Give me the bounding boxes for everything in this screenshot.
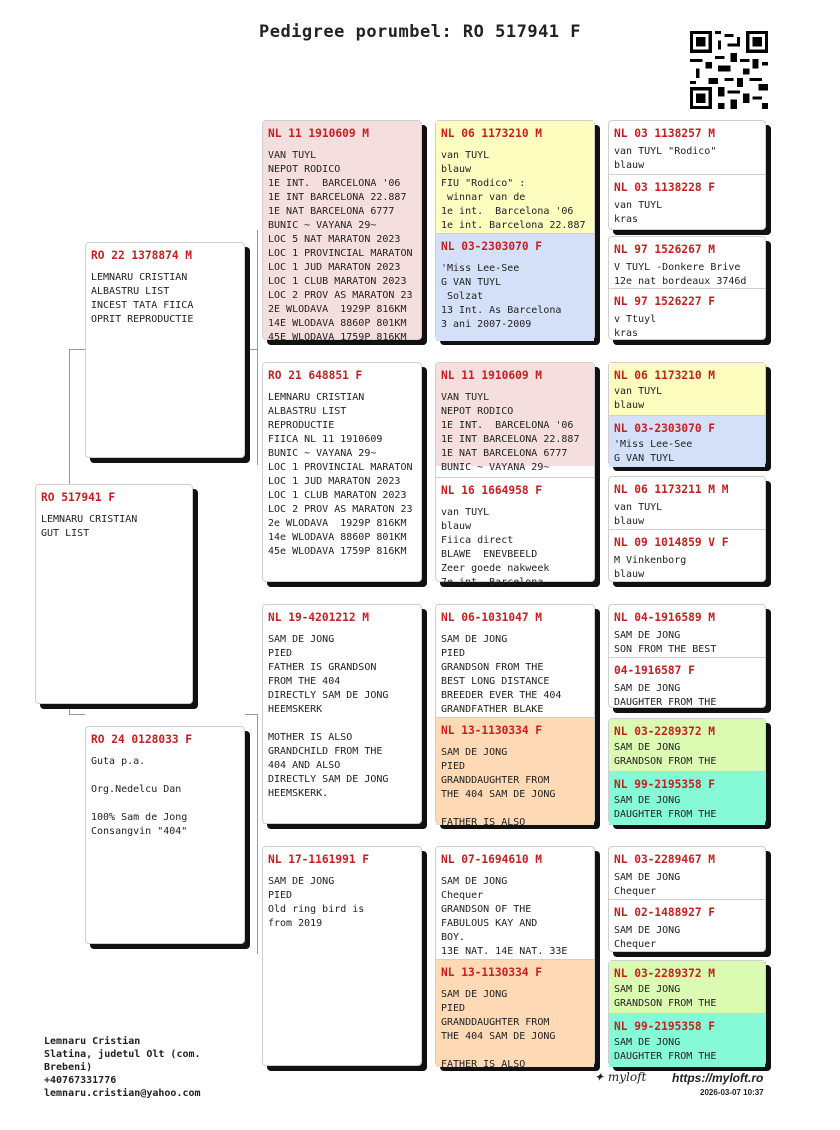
detail-line: REPRODUCTIE: [268, 420, 335, 431]
detail-line: VAN TUYL: [268, 150, 317, 161]
bird-details: [614, 983, 759, 1011]
detail-line: DAUGHTER FROM THE: [614, 809, 717, 820]
ancestor-ddd[interactable]: [436, 959, 594, 1070]
bird-details: [614, 261, 759, 289]
ancestor-sdd[interactable]: [436, 477, 594, 588]
detail-line: Zeer goede nakweek: [441, 563, 550, 574]
ancestor-sdss[interactable]: [609, 363, 765, 415]
ring-number: NL 06 1173211 M M: [614, 483, 729, 496]
subject-card[interactable]: [35, 484, 193, 704]
ancestor-sss[interactable]: [436, 121, 594, 233]
ancestor-ddds[interactable]: [609, 961, 765, 1013]
ggg-dds-card[interactable]: [608, 846, 766, 952]
detail-line: Org.Nedelcu Dan: [91, 784, 182, 795]
detail-line: G VAN TUYL: [441, 277, 502, 288]
ring-number: NL 99-2195358 F: [614, 1020, 716, 1033]
detail-line: 2e WLODAVA 1929P 816KM: [268, 518, 407, 529]
detail-line: kras: [614, 214, 639, 225]
detail-line: M Vinkenborg: [614, 555, 687, 566]
ancestor-sddd[interactable]: [609, 529, 765, 583]
ggg-ddd-card[interactable]: [608, 960, 766, 1066]
detail-line: LOC 5 NAT MARATON 2023: [268, 234, 401, 245]
ancestor-dddd[interactable]: [609, 1013, 765, 1067]
pigeon-icon: ✦: [594, 1070, 605, 1084]
detail-line: G VAN TUYL: [614, 453, 675, 464]
detail-line: v Ttuyl: [614, 314, 657, 325]
bird-details: [614, 1036, 759, 1064]
detail-line: Guta p.a.: [91, 756, 146, 767]
detail-line: Chequer: [441, 890, 484, 901]
bird-details: [41, 513, 186, 541]
ring-number: NL 19-4201212 M: [268, 611, 370, 624]
ring-number: RO 22 1378874 M: [91, 249, 193, 262]
detail-line: 45e WLODAVA 1759P 816KM: [268, 546, 407, 557]
detail-line: Chequer: [614, 939, 657, 950]
detail-line: SAM DE JONG: [614, 630, 681, 641]
ring-number: NL 03-2303070 F: [441, 240, 543, 253]
detail-line: FIU "Rodico" :: [441, 178, 526, 189]
qr-code-icon: [690, 31, 768, 109]
detail-line: LOC 1 JUD MARATON 2023: [268, 476, 401, 487]
ring-number: NL 07-1694610 M: [441, 853, 543, 866]
detail-line: ALBASTRU LIST: [91, 286, 170, 297]
ggg-dd-card[interactable]: [608, 476, 766, 582]
detail-line: LOC 1 PROVINCIAL MARATON: [268, 462, 413, 473]
website-link[interactable]: https://myloft.ro: [672, 1071, 764, 1085]
detail-line: THE 404 SAM DE JONG: [441, 789, 556, 800]
detail-line: GRANDDAUGHTER FROM: [441, 775, 550, 786]
detail-line: PIED: [441, 761, 466, 772]
ancestor-sssd[interactable]: [609, 174, 765, 231]
bird-details: [614, 741, 759, 769]
ancestor-sdsd[interactable]: [609, 415, 765, 467]
dam-dam-card[interactable]: [262, 846, 422, 1066]
detail-line: 1e int. Barcelona 22.887: [441, 220, 586, 231]
detail-line: Consangvin "404": [91, 826, 188, 837]
ring-number: NL 03 1138228 F: [614, 181, 716, 194]
bird-details: [614, 313, 759, 341]
detail-line: 14E WLODAVA 8860P 801KM: [268, 318, 407, 329]
detail-line: FIICA NL 11 1910609: [268, 434, 383, 445]
ring-number: NL 11 1910609 M: [268, 127, 370, 140]
ring-number: NL 06-1031047 M: [441, 611, 543, 624]
detail-line: LOC 1 JUD MARATON 2023: [268, 262, 401, 273]
detail-line: BREEDER EVER THE 404: [441, 690, 562, 701]
detail-line: BUNIC ~ VAYANA 29~: [441, 462, 550, 473]
ancestor-ssd[interactable]: [436, 233, 594, 341]
bird-details: [441, 391, 588, 475]
detail-line: SAM DE JONG: [614, 742, 681, 753]
ggg-dsd-card[interactable]: [608, 718, 766, 824]
detail-line: from 2019: [268, 918, 323, 929]
ancestor-ssds[interactable]: [609, 237, 765, 288]
ring-number: NL 09 1014859 V F: [614, 536, 729, 549]
ring-number: NL 16 1664958 F: [441, 484, 543, 497]
ancestor-dsd[interactable]: [436, 717, 594, 828]
logo-text: myloft: [607, 1070, 647, 1084]
ggg-ss-card[interactable]: [608, 120, 766, 230]
bird-details: [614, 385, 759, 413]
detail-line: 1e int. Barcelona '06: [441, 206, 574, 217]
detail-line: 13 Int. As Barcelona: [441, 305, 562, 316]
dam-card[interactable]: [85, 726, 245, 944]
bird-details: [614, 199, 759, 227]
detail-line: DIRECTLY SAM DE JONG: [268, 690, 389, 701]
detail-line: ALBASTRU LIST: [268, 406, 347, 417]
detail-line: 1E NAT BARCELONA 6777: [268, 206, 395, 217]
detail-line: blauw: [441, 521, 472, 532]
ancestor-sds[interactable]: [436, 363, 594, 473]
detail-line: blauw: [614, 400, 645, 411]
bird-details: [614, 924, 759, 952]
detail-line: LEMNARU CRISTIAN: [41, 514, 138, 525]
detail-line: SAM DE JONG: [614, 925, 681, 936]
detail-line: MOTHER IS ALSO: [268, 732, 353, 743]
ancestor-dssd[interactable]: [609, 657, 765, 709]
detail-line: LEMNARU CRISTIAN: [268, 392, 365, 403]
detail-line: FATHER IS ALSO: [441, 1059, 526, 1070]
detail-line: HEEMSKERK: [268, 704, 323, 715]
detail-line: BUNIC ~ VAYANA 29~: [268, 220, 377, 231]
ancestor-dsss[interactable]: [609, 605, 765, 657]
bird-details: [441, 746, 588, 830]
great-grandparents-sire-sire[interactable]: [435, 120, 595, 340]
detail-line: LOC 1 PROVINCIAL MARATON: [268, 248, 413, 259]
detail-line: GRANDCHILD FROM THE: [268, 746, 383, 757]
detail-line: SAM DE JONG: [441, 634, 508, 645]
detail-line: 1E INT. BARCELONA '06: [268, 178, 401, 189]
detail-line: blauw: [614, 569, 645, 580]
sire-sire-card[interactable]: [262, 120, 422, 343]
detail-line: Fiica direct: [441, 535, 514, 546]
detail-line: PIED: [268, 648, 293, 659]
detail-line: GRANDSON FROM THE: [614, 756, 717, 767]
bird-details: [91, 755, 238, 839]
bird-details: [268, 149, 415, 345]
detail-line: FATHER IS ALSO: [441, 817, 526, 828]
ring-number: 04-1916587 F: [614, 664, 695, 677]
detail-line: GRANDDAUGHTER FROM: [441, 1017, 550, 1028]
contact-line: +40767331776: [44, 1075, 117, 1086]
detail-line: DIRECTLY SAM DE JONG: [268, 774, 389, 785]
detail-line: V TUYL -Donkere Brive: [614, 262, 741, 273]
detail-line: DAUGHTER FROM THE: [614, 1051, 717, 1062]
bird-details: [614, 438, 759, 466]
dam-sire-card[interactable]: [262, 604, 422, 824]
email-link[interactable]: lemnaru.cristian@yahoo.com: [44, 1088, 201, 1099]
myloft-logo: [594, 1070, 646, 1084]
detail-line: BLAWE ENEVBEELD: [441, 549, 538, 560]
detail-line: NEPOT RODICO: [441, 406, 514, 417]
detail-line: 'Miss Lee-See: [441, 263, 520, 274]
detail-line: van TUYL "Rodico": [614, 146, 717, 157]
ring-number: NL 13-1130334 F: [441, 724, 543, 737]
ring-number: NL 03-2289372 M: [614, 725, 716, 738]
detail-line: NEPOT RODICO: [268, 164, 341, 175]
bird-details: [441, 875, 588, 959]
detail-line: van TUYL: [614, 386, 663, 397]
ancestor-ddsd[interactable]: [609, 899, 765, 953]
detail-line: BEST LONG DISTANCE: [441, 676, 550, 687]
ring-number: RO 24 0128033 F: [91, 733, 193, 746]
detail-line: van TUYL: [614, 502, 663, 513]
breeder-contact: [44, 1035, 201, 1100]
detail-line: OPRIT REPRODUCTIE: [91, 314, 194, 325]
ring-number: NL 06 1173210 M: [614, 369, 716, 382]
detail-line: blauw: [614, 160, 645, 171]
detail-line: [91, 769, 238, 783]
detail-line: SAM DE JONG: [614, 795, 681, 806]
detail-line: blauw: [441, 164, 472, 175]
great-grandparents-sire-dam[interactable]: [435, 362, 595, 588]
bird-details: [614, 145, 759, 173]
detail-line: 7e int. Barcelona: [441, 577, 544, 588]
sire-dam-card[interactable]: [262, 362, 422, 582]
contact-line: Slatina, judetul Olt (com.: [44, 1049, 201, 1060]
detail-line: LOC 1 CLUB MARATON 2023: [268, 490, 407, 501]
bird-details: [614, 794, 759, 822]
detail-line: 1E INT BARCELONA 22.887: [268, 192, 407, 203]
ring-number: NL 99-2195358 F: [614, 778, 716, 791]
ancestor-ssdd[interactable]: [609, 288, 765, 341]
ancestor-dds[interactable]: [436, 847, 594, 957]
bird-details: [614, 554, 759, 582]
detail-line: HEEMSKERK.: [268, 788, 329, 799]
detail-line: [268, 717, 415, 731]
detail-line: PIED: [268, 890, 293, 901]
detail-line: van TUYL: [614, 200, 663, 211]
ring-number: RO 21 648851 F: [268, 369, 363, 382]
bird-details: [441, 149, 588, 233]
ancestor-dss[interactable]: [436, 605, 594, 715]
detail-line: FROM THE 404: [268, 676, 341, 687]
detail-line: [91, 797, 238, 811]
detail-line: 45E WLODAVA 1759P 816KM: [268, 332, 407, 343]
detail-line: GRANDSON OF THE: [441, 904, 532, 915]
ring-number: NL 03-2289467 M: [614, 853, 716, 866]
detail-line: SAM DE JONG: [614, 872, 681, 883]
bird-details: [614, 501, 759, 529]
ancestor-ssss[interactable]: [609, 121, 765, 174]
page-title: Pedigree porumbel: RO 517941 F: [258, 22, 582, 42]
ring-number: NL 04-1916589 M: [614, 611, 716, 624]
detail-line: 3 ani 2007-2009: [441, 319, 532, 330]
bird-details: [268, 633, 415, 801]
ancestor-sdds[interactable]: [609, 477, 765, 529]
detail-line: SAM DE JONG: [441, 989, 508, 1000]
detail-line: FABULOUS KAY AND: [441, 918, 538, 929]
detail-line: PIED: [441, 1003, 466, 1014]
detail-line: blauw: [614, 516, 645, 527]
bird-details: [441, 988, 588, 1072]
ancestor-dsds[interactable]: [609, 719, 765, 771]
detail-line: Old ring bird is: [268, 904, 365, 915]
detail-line: [441, 1044, 588, 1058]
bird-details: [268, 391, 415, 559]
bird-details: [268, 875, 415, 931]
ring-number: NL 02-1488927 F: [614, 906, 716, 919]
detail-line: kras: [614, 328, 639, 339]
ring-number: NL 13-1130334 F: [441, 966, 543, 979]
detail-line: 2E WLODAVA 1929P 816KM: [268, 304, 407, 315]
detail-line: GRANDFATHER BLAKE: [441, 704, 544, 715]
detail-line: 100% Sam de Jong: [91, 812, 188, 823]
ggg-dss-card[interactable]: [608, 604, 766, 708]
bird-details: [614, 682, 759, 710]
bird-details: [441, 633, 588, 717]
detail-line: GRANDSON FROM THE: [614, 998, 717, 1009]
detail-line: SON FROM THE BEST: [614, 644, 717, 655]
detail-line: 1E INT. BARCELONA '06: [441, 420, 574, 431]
detail-line: 1E INT BARCELONA 22.887: [441, 434, 580, 445]
ggg-sd-card[interactable]: [608, 236, 766, 340]
contact-line: Brebeni): [44, 1062, 93, 1073]
detail-line: SAM DE JONG: [614, 683, 681, 694]
ancestor-ddss[interactable]: [609, 847, 765, 899]
detail-line: 404 AND ALSO: [268, 760, 341, 771]
detail-line: Solzat: [441, 291, 484, 302]
ring-number: NL 97 1526267 M: [614, 243, 716, 256]
detail-line: SAM DE JONG: [441, 876, 508, 887]
detail-line: 14e WLODAVA 8860P 801KM: [268, 532, 407, 543]
detail-line: SAM DE JONG: [614, 984, 681, 995]
bird-details: [91, 271, 238, 327]
detail-line: 1E NAT BARCELONA 6777: [441, 448, 568, 459]
ring-number: NL 03 1138257 M: [614, 127, 716, 140]
detail-line: FATHER IS GRANDSON: [268, 662, 377, 673]
ring-number: NL 11 1910609 M: [441, 369, 543, 382]
detail-line: Chequer: [614, 886, 657, 897]
detail-line: SAM DE JONG: [268, 876, 335, 887]
bird-details: [614, 871, 759, 899]
detail-line: SAM DE JONG: [441, 747, 508, 758]
ring-number: NL 06 1173210 M: [441, 127, 543, 140]
bird-details: [441, 262, 588, 332]
bird-details: [441, 506, 588, 590]
detail-line: SAM DE JONG: [268, 634, 335, 645]
detail-line: DAUGHTER FROM THE: [614, 697, 717, 708]
detail-line: THE 404 SAM DE JONG: [441, 1031, 556, 1042]
detail-line: PIED: [441, 648, 466, 659]
detail-line: GUT LIST: [41, 528, 90, 539]
detail-line: LOC 1 CLUB MARATON 2023: [268, 276, 407, 287]
great-grandparents-dam-dam[interactable]: [435, 846, 595, 1070]
detail-line: BUNIC ~ VAYANA 29~: [268, 448, 377, 459]
detail-line: 'Miss Lee-See: [614, 439, 693, 450]
print-date: 2026-03-07 10:37: [700, 1088, 764, 1097]
detail-line: LOC 2 PROV AS MARATON 23: [268, 290, 413, 301]
ring-number: NL 03-2303070 F: [614, 422, 716, 435]
detail-line: van TUYL: [441, 150, 490, 161]
detail-line: [441, 802, 588, 816]
detail-line: van TUYL: [441, 507, 490, 518]
detail-line: VAN TUYL: [441, 392, 490, 403]
ring-number: NL 03-2289372 M: [614, 967, 716, 980]
detail-line: GRANDSON FROM THE: [441, 662, 544, 673]
great-grandparents-dam-sire[interactable]: [435, 604, 595, 828]
detail-line: INCEST TATA FIICA: [91, 300, 194, 311]
detail-line: LEMNARU CRISTIAN: [91, 272, 188, 283]
ancestor-dsdd[interactable]: [609, 771, 765, 825]
ggg-ds-card[interactable]: [608, 362, 766, 466]
bird-details: [614, 629, 759, 657]
sire-card[interactable]: [85, 242, 245, 458]
detail-line: winnar van de: [441, 192, 526, 203]
ring-number: NL 97 1526227 F: [614, 295, 716, 308]
ring-number: RO 517941 F: [41, 491, 116, 504]
detail-line: BOY.: [441, 932, 466, 943]
contact-line: Lemnaru Cristian: [44, 1036, 141, 1047]
detail-line: SAM DE JONG: [614, 1037, 681, 1048]
detail-line: LOC 2 PROV AS MARATON 23: [268, 504, 413, 515]
detail-line: 13E NAT. 14E NAT. 33E: [441, 946, 568, 957]
ring-number: NL 17-1161991 F: [268, 853, 370, 866]
detail-line: 12e nat bordeaux 3746d: [614, 276, 747, 287]
